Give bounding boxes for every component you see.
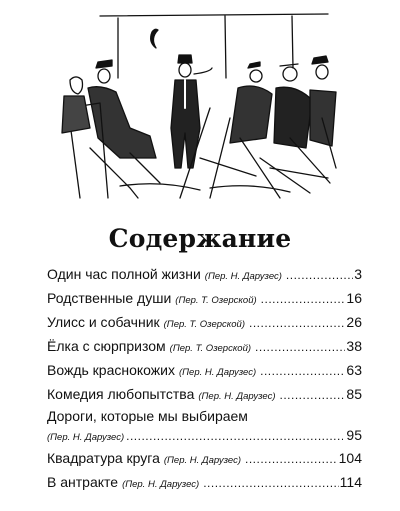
dot-leader [249,311,345,334]
dot-leader [245,447,338,470]
dot-leader [261,287,346,310]
toc-entry-title: Вождь краснокожих [47,362,175,378]
toc-entry-translator: (Пер. Н. Дарузес) [204,271,282,282]
dot-leader [126,427,343,445]
sketch-illustration [60,8,340,208]
toc-entry[interactable] [47,358,362,382]
toc-entry-title: Дороги, которые мы выбираем [47,408,248,424]
toc-entry[interactable] [47,286,362,310]
toc-entry-translator: (Пер. Н. Дарузес) [122,479,200,490]
toc-entry-page: 95 [346,427,362,443]
toc-entry-translator: (Пер. Н. Дарузес) [47,432,125,443]
toc-entry-title: Один час полной жизни [47,266,201,282]
toc-entry[interactable] [47,310,362,334]
toc-entry[interactable] [47,382,362,406]
toc-entry-page: 104 [338,450,362,466]
toc-entry-title: Квадратура круга [47,450,160,466]
toc-entry-title: В антракте [47,474,119,490]
toc-entry-title: Улисс и собачник [47,314,160,330]
toc-entry-page: 85 [346,386,362,402]
toc-entry[interactable] [47,262,362,286]
toc-entry-page: 114 [339,474,362,490]
dot-leader [286,263,353,286]
toc-entry-title: Родственные души [47,290,172,306]
toc-entry-translator: (Пер. Н. Дарузес) [198,391,276,402]
toc-entry[interactable] [47,446,362,470]
toc-entry-page: 63 [346,362,362,378]
toc-entry-translator: (Пер. Т. Озерской) [175,295,257,306]
table-of-contents [47,262,362,494]
toc-entry-page: 3 [354,266,362,282]
toc-title: Содержание [108,224,292,253]
toc-entry-page: 26 [346,314,362,330]
toc-entry-title: Комедия любопытства [47,386,195,402]
toc-entry[interactable] [47,334,362,358]
toc-entry-page: 16 [346,290,362,306]
toc-entry-translator: (Пер. Т. Озерской) [163,319,246,330]
toc-entry-translator: (Пер. Т. Озерской) [169,343,252,354]
dot-leader [255,335,345,358]
toc-entry-title: Ёлка с сюрпризом [47,338,166,354]
toc-entry-page: 38 [346,338,362,354]
dot-leader [279,383,345,406]
dot-leader [260,359,345,382]
toc-entry-translator: (Пер. Н. Дарузес) [179,367,257,378]
toc-entry-translator: (Пер. Н. Дарузес) [163,455,241,466]
toc-entry[interactable] [47,406,362,446]
toc-entry[interactable] [47,470,362,494]
dot-leader [203,471,338,494]
